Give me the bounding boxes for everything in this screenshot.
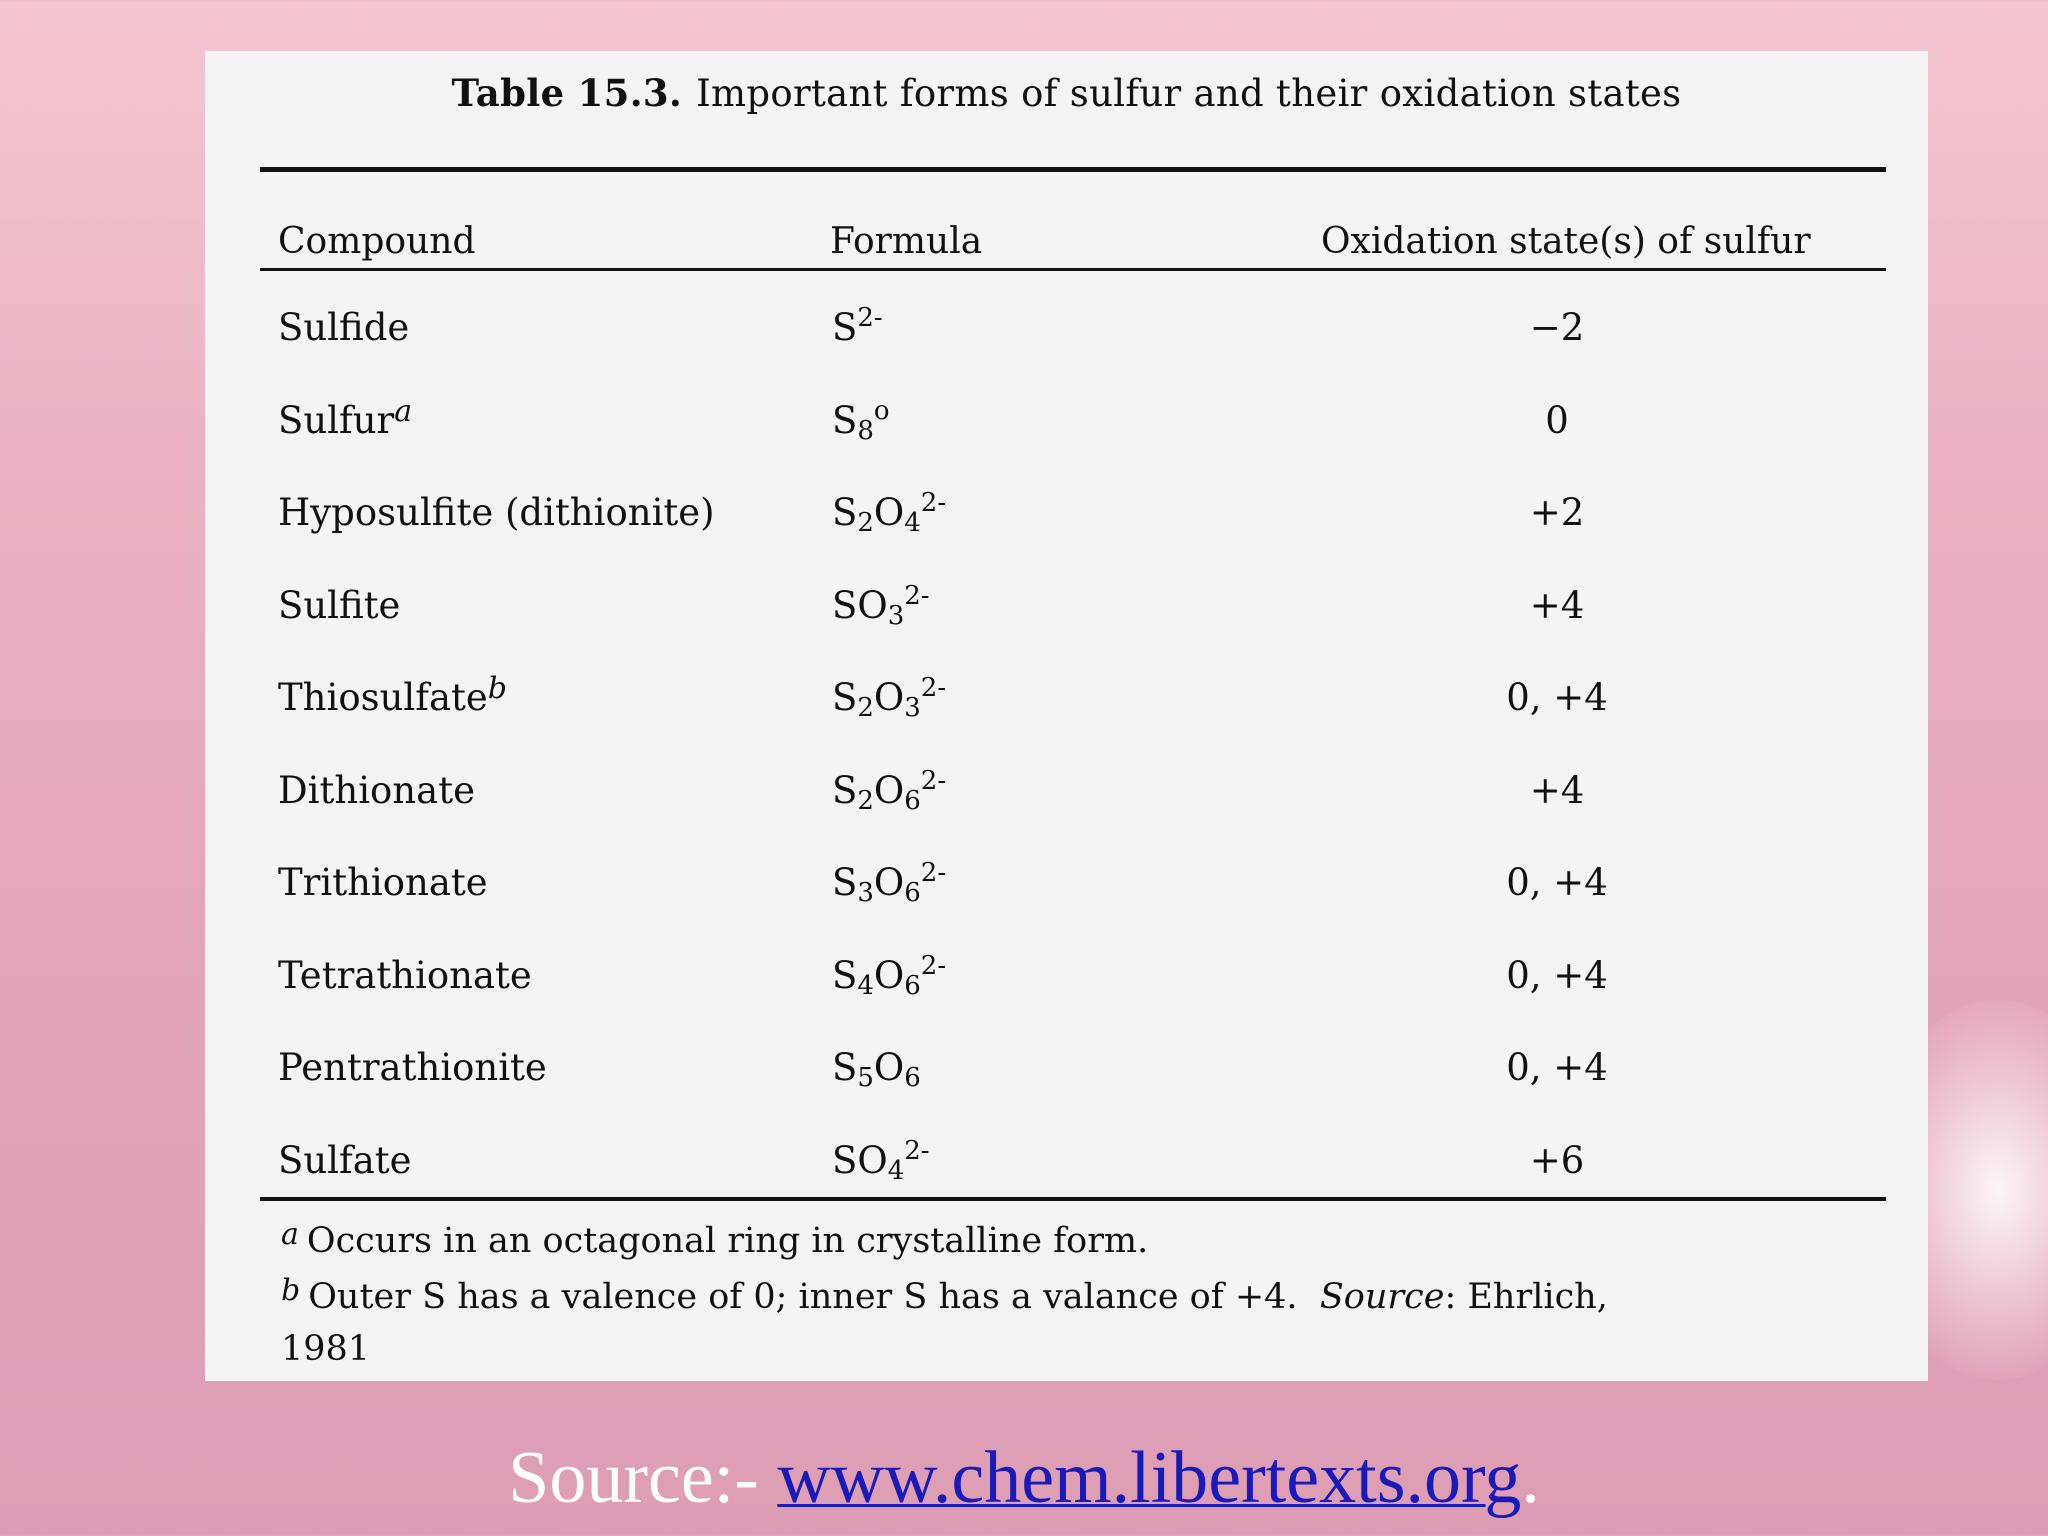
oxidation-cell: +6 xyxy=(1529,1138,1585,1182)
footnote-b-text: Outer S has a valence of 0; inner S has a valance of +4. xyxy=(308,1277,1298,1317)
table-row xyxy=(205,488,1928,551)
formula-part: 2- xyxy=(920,488,947,518)
table-row xyxy=(205,303,1928,366)
table-row xyxy=(205,858,1928,921)
formula-part: 2- xyxy=(904,1135,930,1166)
compound-cell xyxy=(278,769,475,812)
footnote-marker: b xyxy=(487,671,508,706)
formula-part: o xyxy=(873,395,890,426)
formula-part: S xyxy=(832,491,858,534)
oxidation-cell: 0, +4 xyxy=(1506,861,1608,904)
formula-part: 2- xyxy=(857,303,883,333)
footnote-a-mark: a xyxy=(281,1217,299,1252)
oxidation-cell: 0, +4 xyxy=(1506,1046,1608,1089)
formula-part: S xyxy=(832,398,858,442)
formula-part: S xyxy=(832,768,858,812)
formula-part: 5 xyxy=(857,1063,874,1093)
oxidation-cell: −2 xyxy=(1529,306,1585,349)
formula-part: 2 xyxy=(857,785,874,816)
formula-part: 6 xyxy=(904,1063,921,1093)
formula-part: 4 xyxy=(857,970,874,1001)
footnote-b-source-label: Source xyxy=(1319,1277,1445,1317)
formula-part: 2- xyxy=(920,673,947,703)
formula-part: 6 xyxy=(904,970,921,1001)
compound-name: Sulfide xyxy=(278,306,410,349)
formula-cell xyxy=(832,765,947,816)
formula-cell xyxy=(832,303,883,349)
compound-name: Tetrathionate xyxy=(278,953,532,997)
formula-part: 2- xyxy=(904,580,930,611)
formula-part: 2- xyxy=(920,950,947,981)
compound-name: Trithionate xyxy=(278,861,488,904)
formula-part: O xyxy=(873,676,905,719)
compound-name: Pentrathionite xyxy=(278,1046,547,1089)
formula-part: 4 xyxy=(887,1155,905,1186)
source-link[interactable]: www.chem.libertexts.org xyxy=(777,1437,1522,1519)
oxidation-cell: +2 xyxy=(1529,491,1585,534)
formula-cell xyxy=(832,950,947,1001)
footnote-b xyxy=(281,1273,1608,1317)
table-row xyxy=(205,671,1928,736)
footnote-a-text: Occurs in an octagonal ring in crystalline form. xyxy=(306,1221,1149,1261)
formula-part: 8 xyxy=(857,415,874,446)
table-row xyxy=(205,950,1928,1014)
formula-cell xyxy=(832,395,890,446)
compound-cell xyxy=(278,584,400,627)
compound-cell xyxy=(278,861,488,904)
table-header-rule xyxy=(260,268,1886,271)
footnote-a xyxy=(281,1217,1148,1261)
formula-part: O xyxy=(873,1046,905,1089)
compound-cell xyxy=(278,954,532,997)
formula-part: O xyxy=(873,491,905,534)
footnote-b-mark: b xyxy=(281,1273,301,1308)
table-card xyxy=(205,51,1928,1381)
formula-cell xyxy=(832,858,947,908)
formula-part: 3 xyxy=(887,600,905,631)
table-bottom-rule xyxy=(260,1197,1886,1201)
compound-cell xyxy=(278,306,409,349)
footnote-b-source-text: : Ehrlich, xyxy=(1444,1277,1608,1317)
table-row xyxy=(205,1046,1928,1106)
compound-cell xyxy=(278,671,508,719)
table-top-rule xyxy=(260,167,1886,172)
footnote-b-year: 1981 xyxy=(281,1329,371,1369)
formula-part: 6 xyxy=(904,878,921,908)
formula-part: 2 xyxy=(857,508,874,538)
table-row xyxy=(205,393,1928,459)
formula-part: O xyxy=(873,953,905,997)
table-caption-text: Important forms of sulfur and their oxidation states xyxy=(696,72,1682,115)
compound-name: Sulfate xyxy=(278,1138,412,1182)
compound-name: Sulfur xyxy=(278,398,395,442)
compound-cell xyxy=(278,1046,547,1089)
oxidation-cell: 0, +4 xyxy=(1506,676,1608,719)
formula-part: 2- xyxy=(920,765,947,796)
formula-part: S xyxy=(832,861,858,904)
formula-part: SO xyxy=(832,583,888,627)
formula-part: 2- xyxy=(920,858,947,888)
formula-part: S xyxy=(832,306,858,349)
formula-cell xyxy=(832,580,930,631)
column-header-formula: Formula xyxy=(830,221,983,262)
compound-cell xyxy=(278,393,413,442)
formula-part: S xyxy=(832,676,858,719)
table-caption xyxy=(205,71,1928,115)
table-row xyxy=(205,765,1928,829)
formula-part: 3 xyxy=(904,693,921,723)
formula-part: 2 xyxy=(857,693,874,723)
compound-name: Dithionate xyxy=(278,768,475,812)
table-row xyxy=(205,1135,1928,1199)
oxidation-cell: +4 xyxy=(1529,768,1585,812)
formula-part: S xyxy=(832,1046,858,1089)
source-suffix: . xyxy=(1521,1437,1540,1519)
formula-part: O xyxy=(873,861,905,904)
compound-name: Sulfite xyxy=(278,583,401,627)
column-header-oxidation: Oxidation state(s) of sulfur xyxy=(1321,221,1811,262)
compound-cell xyxy=(278,491,715,534)
source-prefix: Source:- xyxy=(508,1437,778,1519)
oxidation-cell: +4 xyxy=(1529,583,1585,627)
column-header-compound: Compound xyxy=(278,221,476,262)
source-line xyxy=(0,1436,2048,1521)
oxidation-cell: 0 xyxy=(1545,398,1569,442)
formula-part: O xyxy=(873,768,905,812)
footnote-marker: a xyxy=(394,393,413,429)
formula-cell xyxy=(832,1046,921,1093)
formula-part: S xyxy=(832,953,858,997)
formula-cell xyxy=(832,673,947,723)
table-caption-label: Table 15.3. xyxy=(451,71,683,115)
formula-part: 3 xyxy=(857,878,874,908)
formula-part: 4 xyxy=(904,508,921,538)
table-row xyxy=(205,580,1928,644)
compound-name: Thiosulfate xyxy=(278,676,488,719)
formula-part: 6 xyxy=(904,785,921,816)
formula-cell xyxy=(832,1135,930,1186)
formula-cell xyxy=(832,488,947,538)
compound-cell xyxy=(278,1139,412,1182)
formula-part: SO xyxy=(832,1138,888,1182)
oxidation-cell: 0, +4 xyxy=(1506,953,1608,997)
compound-name: Hyposulfite (dithionite) xyxy=(278,491,715,534)
